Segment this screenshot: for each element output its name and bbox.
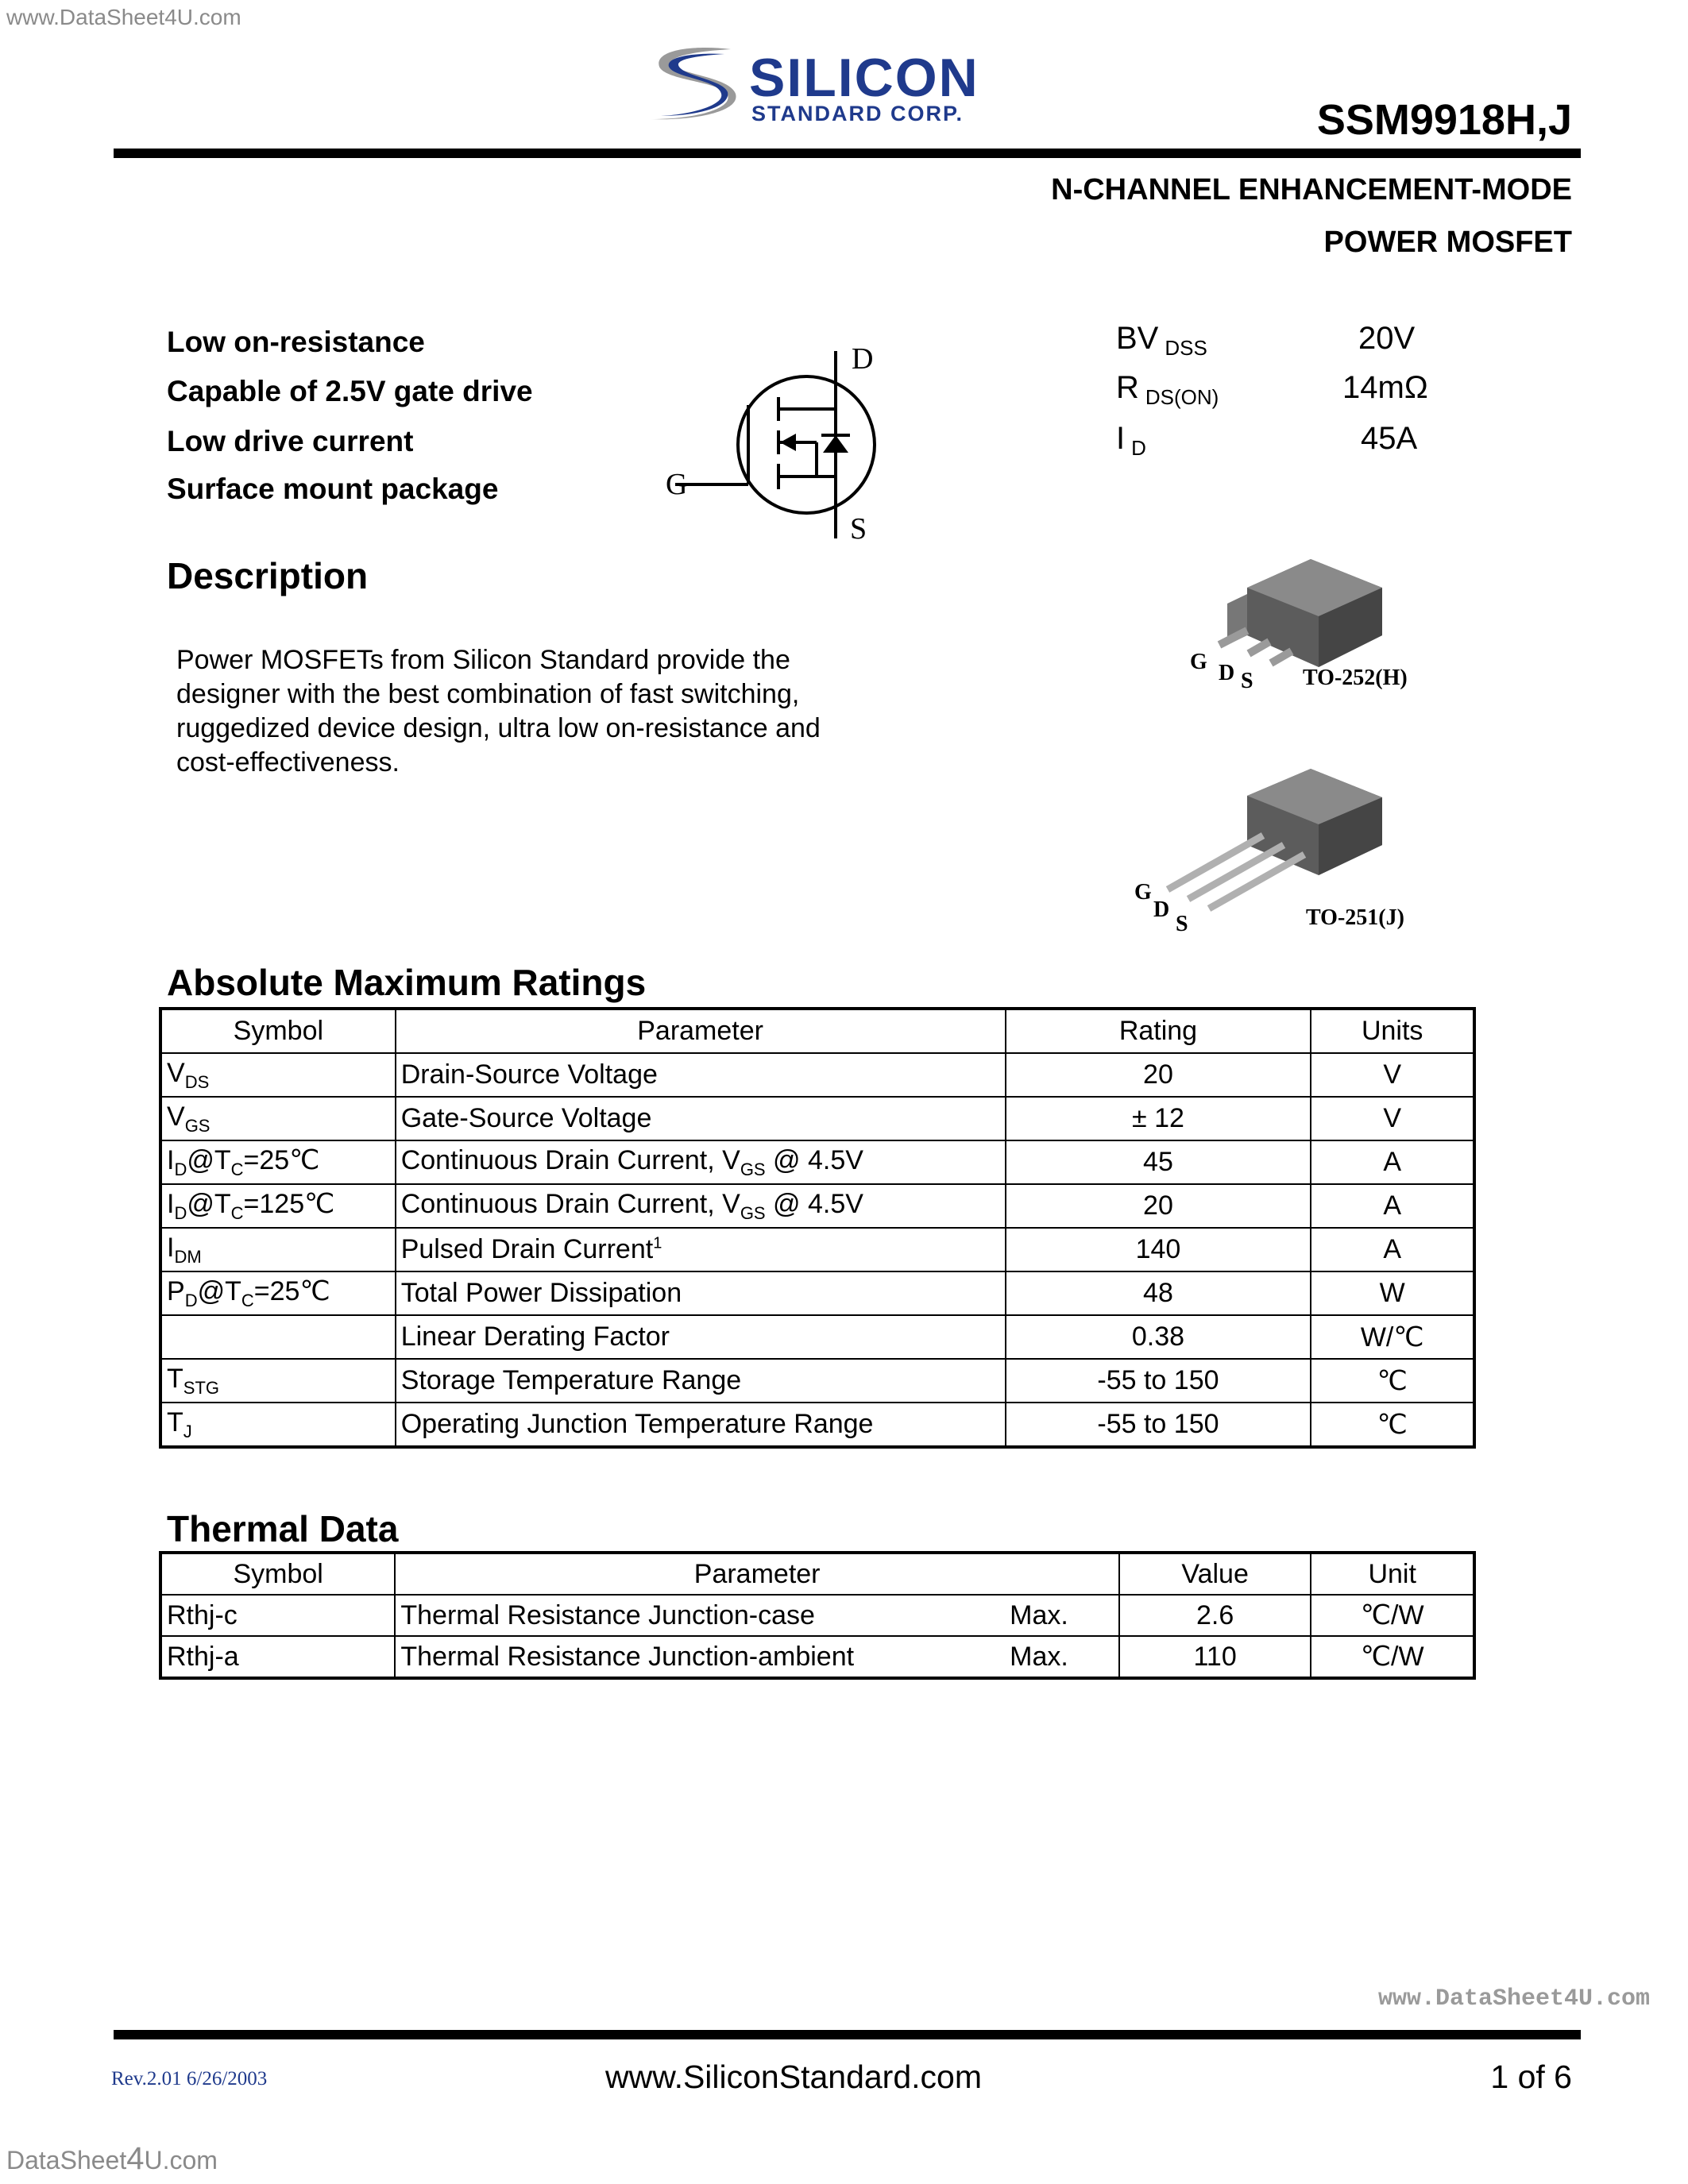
table-header-row [160, 1553, 1474, 1595]
feature-item: Low drive current [167, 425, 414, 457]
symbol-cell: $I_D@T_C=125℃$ [160, 1184, 396, 1228]
unit-cell: W/℃ [1311, 1315, 1474, 1359]
parameter-cell: Storage Temperature Range [396, 1359, 1006, 1403]
unit-cell: ℃/W [1311, 1636, 1474, 1678]
pin-label: S [1176, 912, 1188, 936]
rating-cell: 20 [1006, 1184, 1311, 1228]
header-rule [114, 149, 1581, 158]
feature-item: Low on-resistance [167, 326, 425, 358]
rating-cell: -55 to 150 [1006, 1359, 1311, 1403]
spec-bvdss-symbol: BV $_{DSS}$ [1116, 321, 1207, 360]
logo-swoosh-icon [642, 43, 745, 126]
unit-cell: V [1311, 1053, 1474, 1097]
unit-cell: A [1311, 1228, 1474, 1271]
parameter-cell: Continuous Drain Current, $V_{GS}$ @ 4.5V [396, 1140, 1006, 1184]
table-row [160, 1228, 1474, 1271]
abs-max-heading: Absolute Maximum Ratings [167, 962, 647, 1003]
pin-label: G [1190, 650, 1207, 674]
description-body: Power MOSFETs from Silicon Standard provide the designer with the best combination of fast switching, ruggedized device design, ultra low on-resistance and cost-effectiveness. [176, 645, 821, 778]
abs-max-table [159, 1007, 1476, 1449]
logo-wordmark: SILICON [749, 48, 979, 108]
parameter-cell: Thermal Resistance Junction-case [395, 1595, 1005, 1636]
header-cell: Parameter [396, 1009, 1006, 1053]
pin-label: D [1153, 897, 1170, 922]
unit-cell: W [1311, 1271, 1474, 1315]
unit-cell: ℃/W [1311, 1595, 1474, 1636]
subtitle-line-1: N-CHANNEL ENHANCEMENT-MODE [1051, 173, 1572, 206]
symbol-cell: $V_{GS}$ [160, 1097, 396, 1140]
parameter-cell: Pulsed Drain Current$^1$ [396, 1228, 1006, 1271]
pin-label: D [1219, 661, 1235, 685]
header-cell: Symbol [160, 1009, 396, 1053]
spec-rdson-symbol: R $_{DS(ON)}$ [1116, 370, 1219, 409]
spec-rdson-value: 14mΩ [1342, 370, 1428, 405]
parameter-cell: Drain-Source Voltage [396, 1053, 1006, 1097]
mosfet-symbol [667, 341, 890, 548]
table-row [160, 1636, 1474, 1678]
symbol-cell: $I_D@T_C=25℃$ [160, 1140, 396, 1184]
symbol-cell: $T_{STG}$ [160, 1359, 396, 1403]
unit-cell: ℃ [1311, 1403, 1474, 1447]
rating-cell: 48 [1006, 1271, 1311, 1315]
symbol-cell: Rthj-c [160, 1595, 395, 1636]
table-row [160, 1359, 1474, 1403]
unit-cell: A [1311, 1140, 1474, 1184]
parameter-cell: Operating Junction Temperature Range [396, 1403, 1006, 1447]
pin-label: G [1134, 880, 1152, 905]
parameter-cell: Linear Derating Factor [396, 1315, 1006, 1359]
subtitle-line-2: POWER MOSFET [1323, 226, 1572, 259]
table-row [160, 1140, 1474, 1184]
thermal-heading: Thermal Data [167, 1508, 399, 1549]
table-row [160, 1097, 1474, 1140]
symbol-cell: $V_{DS}$ [160, 1053, 396, 1097]
header-cell: Units [1311, 1009, 1474, 1053]
unit-cell: V [1311, 1097, 1474, 1140]
value-cell: 2.6 [1119, 1595, 1311, 1636]
package-label: TO-252(H) [1303, 666, 1408, 690]
rating-cell: 20 [1006, 1053, 1311, 1097]
header-cell: Symbol [160, 1553, 395, 1595]
value-cell: 110 [1119, 1636, 1311, 1678]
rating-cell: 140 [1006, 1228, 1311, 1271]
table-row [160, 1315, 1474, 1359]
spec-id-symbol: I $_D$ [1116, 421, 1146, 460]
thermal-table [159, 1551, 1476, 1680]
feature-item: Surface mount package [167, 473, 499, 505]
watermark-right: www.DataSheet4U.com [1377, 1985, 1650, 2012]
footer-url[interactable]: www.SiliconStandard.com [605, 2059, 982, 2095]
parameter-cell: Thermal Resistance Junction-ambient [395, 1636, 1005, 1678]
drain-label: D [852, 342, 874, 376]
footer-rule [114, 2030, 1581, 2039]
part-number: SSM9918H,J [1316, 96, 1572, 144]
to251-package-icon [1144, 762, 1406, 921]
unit-cell: ℃ [1311, 1359, 1474, 1403]
logo-tagline: STANDARD CORP. [751, 102, 964, 125]
symbol-cell: Rthj-a [160, 1636, 395, 1678]
table-row [160, 1053, 1474, 1097]
symbol-cell: $P_D@T_C=25℃$ [160, 1271, 396, 1315]
table-row [160, 1403, 1474, 1447]
feature-item: Capable of 2.5V gate drive [167, 375, 533, 407]
page-number: 1 of 6 [1490, 2059, 1572, 2095]
header-cell: Rating [1006, 1009, 1311, 1053]
rating-cell: 0.38 [1006, 1315, 1311, 1359]
unit-cell: A [1311, 1184, 1474, 1228]
limit-cell: Max. [1005, 1595, 1119, 1636]
package-label: TO-251(J) [1306, 905, 1404, 930]
gate-label: G [666, 468, 688, 501]
table-header-row [160, 1009, 1474, 1053]
rating-cell: ± 12 [1006, 1097, 1311, 1140]
revision-date: Rev.2.01 6/26/2003 [111, 2068, 268, 2089]
table-row [160, 1184, 1474, 1228]
parameter-cell: Total Power Dissipation [396, 1271, 1006, 1315]
symbol-cell [160, 1315, 396, 1359]
header-cell: Unit [1311, 1553, 1474, 1595]
symbol-cell: $I_{DM}$ [160, 1228, 396, 1271]
parameter-cell: Gate-Source Voltage [396, 1097, 1006, 1140]
watermark-bottom: DataSheet4U.com [6, 2141, 218, 2176]
company-logo [642, 43, 1023, 130]
description-heading: Description [167, 555, 369, 596]
table-row [160, 1595, 1474, 1636]
rating-cell: -55 to 150 [1006, 1403, 1311, 1447]
package-to251 [1144, 762, 1406, 921]
header-cell: Value [1119, 1553, 1311, 1595]
spec-bvdss-value: 20V [1358, 321, 1416, 356]
watermark-top: www.DataSheet4U.com [6, 5, 241, 29]
limit-cell: Max. [1005, 1636, 1119, 1678]
header-cell: Parameter [395, 1553, 1119, 1595]
rating-cell: 45 [1006, 1140, 1311, 1184]
parameter-cell: Continuous Drain Current, $V_{GS}$ @ 4.5V [396, 1184, 1006, 1228]
spec-id-value: 45A [1361, 421, 1418, 456]
source-label: S [850, 512, 867, 546]
table-row [160, 1271, 1474, 1315]
symbol-cell: $T_J$ [160, 1403, 396, 1447]
pin-label: S [1241, 669, 1253, 693]
